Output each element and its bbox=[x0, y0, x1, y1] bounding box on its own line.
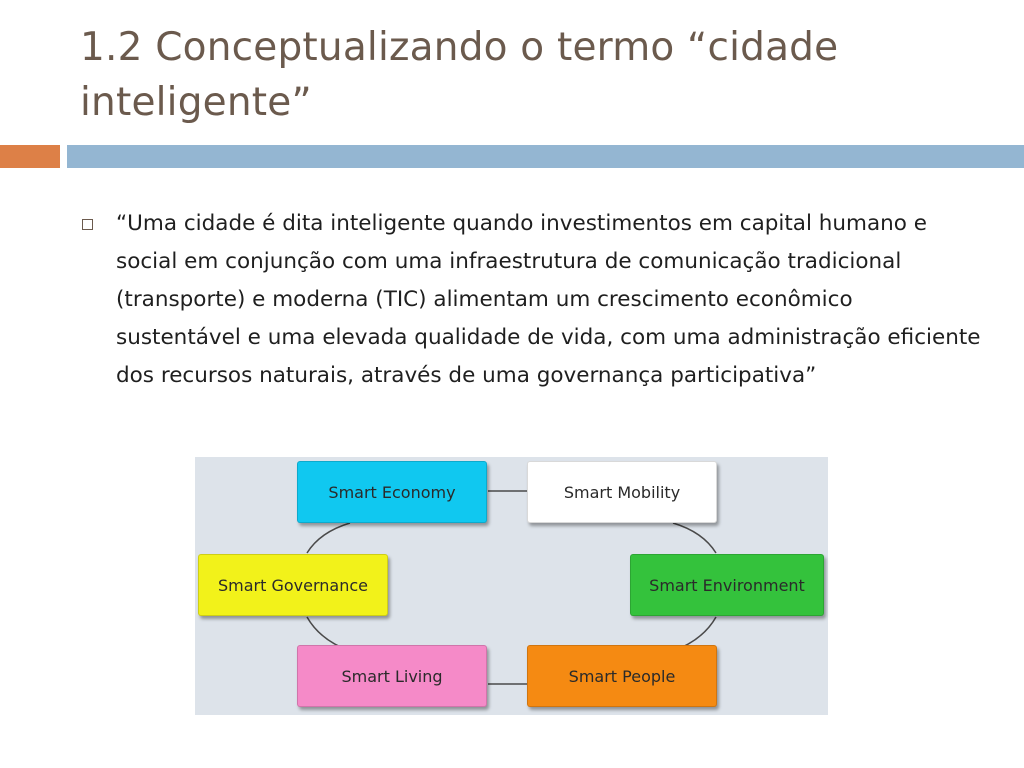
slide-title: 1.2 Conceptualizando o termo “cidade inteligente” bbox=[80, 25, 839, 125]
node-smart-people bbox=[527, 645, 717, 707]
smart-city-diagram bbox=[195, 457, 828, 715]
connector-mobility-environment bbox=[673, 523, 716, 553]
title-divider-bar bbox=[67, 145, 1024, 168]
node-smart-living bbox=[297, 645, 487, 707]
node-label: Smart Living bbox=[341, 666, 443, 686]
square-bullet-icon bbox=[82, 219, 93, 230]
bullet-quote-text: “Uma cidade é dita inteligente quando investimentos em capital humano e social em conjunção com uma infraestrutura de comunicação tradicional (transporte) e moderna (TIC) alimentam um crescimento econômico sustentável e uma elevada qualidade de vida, com uma administração eficiente dos recursos naturais, através de uma governança participativa” bbox=[116, 211, 981, 388]
title-accent-bar bbox=[0, 145, 60, 168]
node-label: Smart Economy bbox=[328, 482, 456, 502]
node-label: Smart Mobility bbox=[563, 482, 681, 502]
node-label: Smart People bbox=[568, 666, 676, 686]
node-smart-environment bbox=[630, 554, 824, 616]
node-smart-mobility bbox=[527, 461, 717, 523]
connector-economy-governance bbox=[307, 523, 350, 553]
node-smart-governance bbox=[198, 554, 388, 616]
node-smart-economy bbox=[297, 461, 487, 523]
node-label: Smart Environment bbox=[649, 575, 805, 595]
node-label: Smart Governance bbox=[217, 575, 368, 595]
